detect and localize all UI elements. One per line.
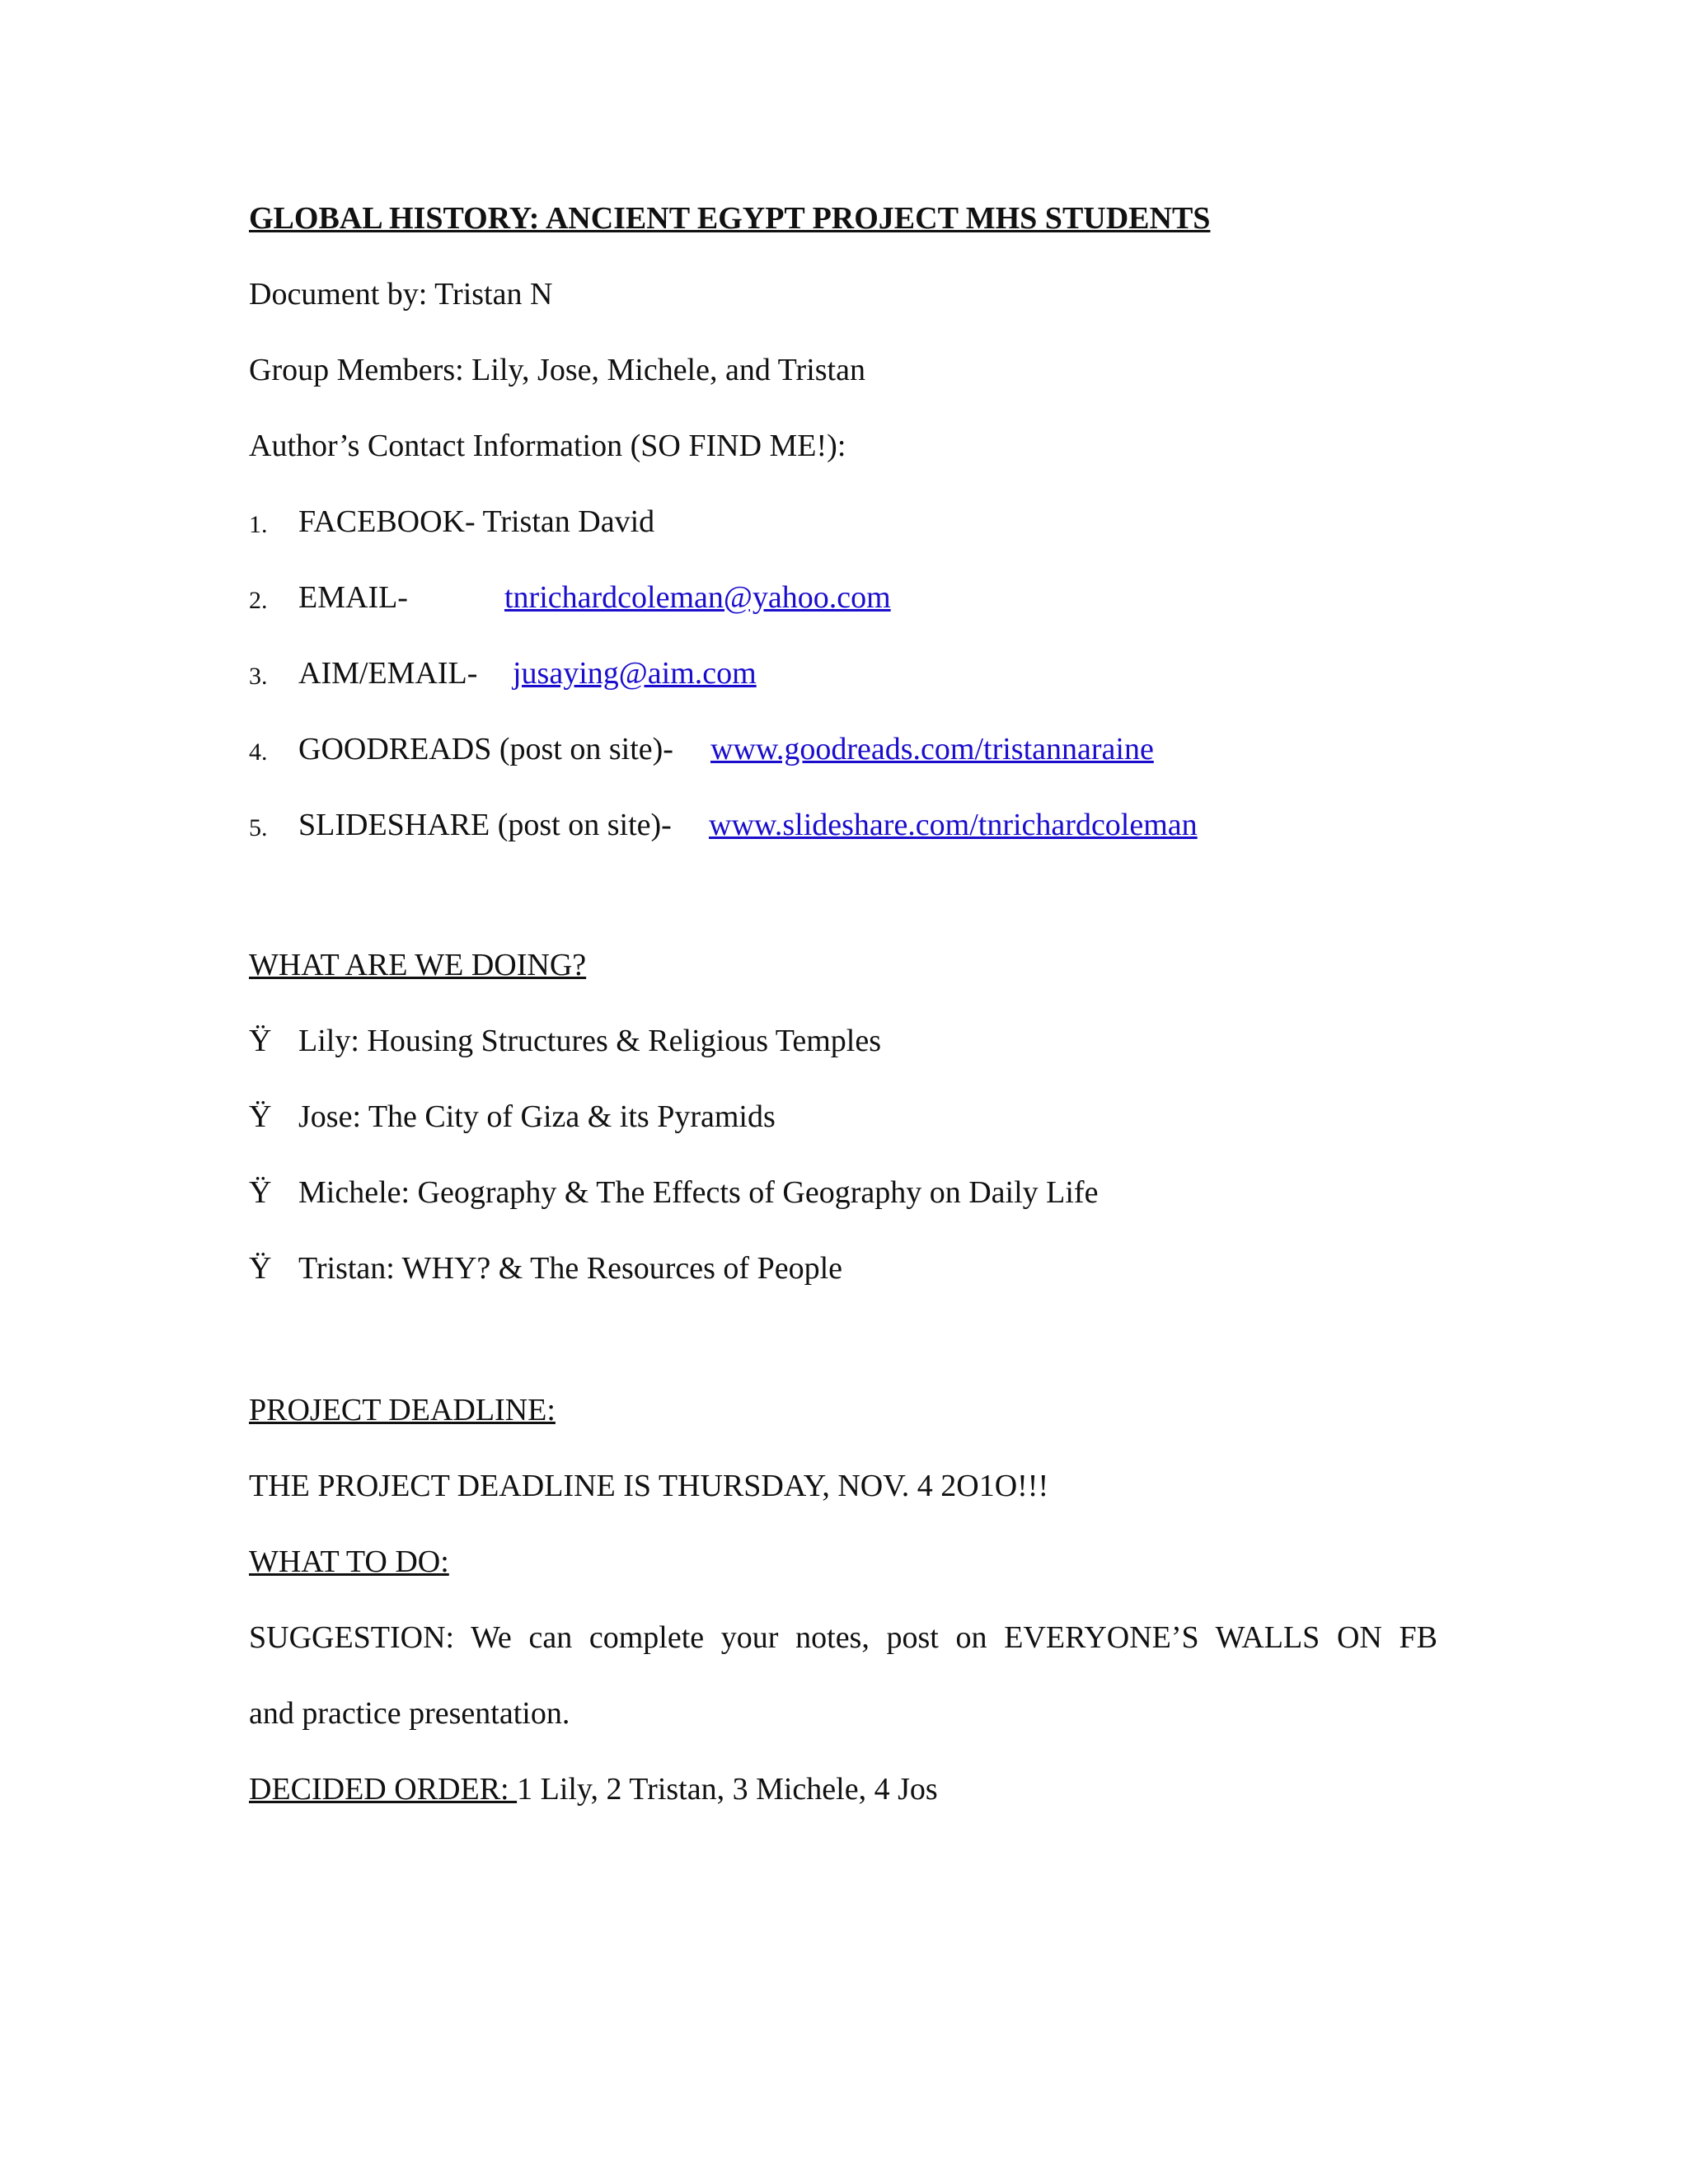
contact-number: 5.	[249, 814, 268, 841]
contact-number: 2.	[249, 587, 268, 614]
task-item: Lily: Housing Structures & Religious Temples	[298, 1024, 881, 1058]
goodreads-link[interactable]: www.goodreads.com/tristannaraine	[710, 732, 1154, 766]
slideshare-link[interactable]: www.slideshare.com/tnrichardcoleman	[709, 808, 1198, 842]
contact-number: 4.	[249, 738, 268, 766]
bullet-icon: Ÿ	[249, 1099, 272, 1134]
bullet-icon: Ÿ	[249, 1251, 272, 1286]
contact-facebook: FACEBOOK- Tristan David	[298, 504, 655, 539]
doing-heading: WHAT ARE WE DOING?	[249, 948, 587, 982]
deadline-heading: PROJECT DEADLINE:	[249, 1393, 556, 1427]
task-item: Jose: The City of Giza & its Pyramids	[298, 1099, 776, 1134]
contact-goodreads-label: GOODREADS (post on site)-	[298, 732, 673, 766]
task-item: Tristan: WHY? & The Resources of People	[298, 1251, 842, 1286]
suggestion-line-continued: and practice presentation.	[249, 1696, 570, 1731]
contact-slideshare-label: SLIDESHARE (post on site)-	[298, 808, 672, 842]
order-label: DECIDED ORDER:	[249, 1772, 518, 1807]
bullet-icon: Ÿ	[249, 1175, 272, 1210]
contact-email-label: EMAIL-	[298, 580, 408, 615]
task-item: Michele: Geography & The Effects of Geography on Daily Life	[298, 1175, 1099, 1210]
order-line	[249, 1770, 938, 1808]
aim-email-link[interactable]: jusaying@aim.com	[513, 656, 757, 691]
contact-aim-label: AIM/EMAIL-	[298, 656, 478, 691]
contact-number: 3.	[249, 663, 268, 690]
author-line: Document by: Tristan N	[249, 277, 553, 312]
todo-heading: WHAT TO DO:	[249, 1544, 449, 1579]
contact-heading: Author’s Contact Information (SO FIND ME!):	[249, 429, 846, 463]
document-title: GLOBAL HISTORY: ANCIENT EGYPT PROJECT MHS STUDENTS	[249, 201, 1211, 236]
bullet-icon: Ÿ	[249, 1024, 272, 1058]
email-link[interactable]: tnrichardcoleman@yahoo.com	[504, 580, 891, 615]
suggestion-line: SUGGESTION: We can complete your notes, post on EVERYONE’S WALLS ON FB	[249, 1620, 1437, 1655]
deadline-text: THE PROJECT DEADLINE IS THURSDAY, NOV. 4 2O1O!!!	[249, 1469, 1049, 1503]
members-line: Group Members: Lily, Jose, Michele, and Tristan	[249, 353, 865, 387]
order-text: 1 Lily, 2 Tristan, 3 Michele, 4 Jos	[517, 1772, 938, 1807]
contact-number: 1.	[249, 511, 268, 538]
